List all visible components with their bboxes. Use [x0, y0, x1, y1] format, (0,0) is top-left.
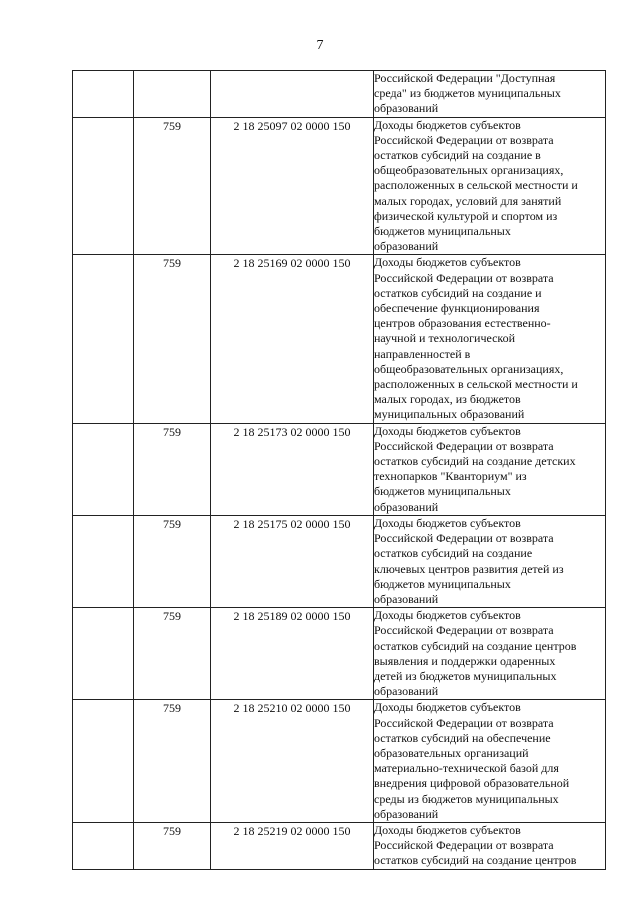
table-row: [73, 117, 606, 255]
description-line: внедрения цифровой образовательной: [374, 776, 570, 791]
admin-code-cell: 759: [134, 515, 211, 607]
table-row: [73, 822, 606, 869]
blank-cell: [73, 608, 134, 700]
revenue-description-cell: [374, 700, 606, 823]
description-line: Доходы бюджетов субъектов: [374, 423, 521, 438]
description-line: остатков субсидий на создание в: [374, 148, 541, 163]
description-line: образований: [374, 499, 439, 514]
description-line: детей из бюджетов муниципальных: [374, 668, 557, 683]
revenue-description-cell: [374, 822, 606, 869]
description-line: материально-технической базой для: [374, 761, 559, 776]
admin-code-cell: 759: [134, 700, 211, 823]
description-line: ключевых центров развития детей из: [374, 561, 564, 576]
kbk-code-cell: 2 18 25169 02 0000 150: [211, 255, 374, 423]
table-row: [73, 423, 606, 515]
description-line: Доходы бюджетов субъектов: [374, 515, 521, 530]
description-line: Доходы бюджетов субъектов: [374, 700, 521, 715]
description-line: обеспечение функционирования: [374, 301, 540, 316]
blank-cell: [73, 423, 134, 515]
description-line: муниципальных образований: [374, 407, 525, 422]
revenue-description-cell: [374, 608, 606, 700]
admin-code-cell: 759: [134, 255, 211, 423]
description-line: остатков субсидий на создание центров: [374, 638, 577, 653]
table-row: [73, 515, 606, 607]
description-line: Российской Федерации от возврата: [374, 531, 554, 546]
table-row: [73, 71, 606, 118]
description-line: остатков субсидий на обеспечение: [374, 730, 551, 745]
revenue-description-cell: [374, 423, 606, 515]
description-line: бюджетов муниципальных: [374, 484, 511, 499]
description-line: Доходы бюджетов субъектов: [374, 117, 521, 132]
description-line: остатков субсидий на создание детских: [374, 454, 576, 469]
kbk-code-cell: 2 18 25189 02 0000 150: [211, 608, 374, 700]
kbk-code-cell: 2 18 25219 02 0000 150: [211, 822, 374, 869]
description-line: расположенных в сельской местности и: [374, 178, 578, 193]
admin-code-cell: 759: [134, 822, 211, 869]
description-line: технопарков "Кванториум" из: [374, 469, 527, 484]
description-line: образований: [374, 806, 439, 821]
revenue-description-cell: [374, 515, 606, 607]
description-line: научной и технологической: [374, 331, 516, 346]
description-line: образований: [374, 684, 439, 699]
description-line: Российской Федерации "Доступная: [374, 71, 556, 85]
description-line: образований: [374, 101, 439, 116]
kbk-code-cell: 2 18 25210 02 0000 150: [211, 700, 374, 823]
table-row: [73, 255, 606, 423]
description-line: остатков субсидий на создание центров: [374, 853, 577, 868]
admin-code-cell: 759: [134, 608, 211, 700]
description-line: выявления и поддержки одаренных: [374, 653, 556, 668]
kbk-code-cell: [211, 71, 374, 118]
description-line: образований: [374, 591, 439, 606]
description-line: среды из бюджетов муниципальных: [374, 791, 559, 806]
description-line: общеобразовательных организациях,: [374, 163, 564, 178]
description-line: малых городах, из бюджетов: [374, 392, 521, 407]
description-line: малых городах, условий для занятий: [374, 193, 562, 208]
description-line: Доходы бюджетов субъектов: [374, 822, 521, 837]
description-line: Доходы бюджетов субъектов: [374, 255, 521, 270]
table-row: [73, 608, 606, 700]
revenue-description-cell: [374, 255, 606, 423]
budget-revenue-table: [72, 70, 606, 870]
description-line: среда" из бюджетов муниципальных: [374, 86, 561, 101]
page-number: 7: [316, 38, 324, 53]
description-line: направленностей в: [374, 346, 471, 361]
description-line: общеобразовательных организациях,: [374, 361, 564, 376]
admin-code-cell: [134, 71, 211, 118]
description-line: Российской Федерации от возврата: [374, 132, 554, 147]
description-line: Российской Федерации от возврата: [374, 715, 554, 730]
description-line: образовательных организаций: [374, 745, 529, 760]
table-body: [73, 71, 606, 870]
admin-code-cell: 759: [134, 117, 211, 255]
kbk-code-cell: 2 18 25173 02 0000 150: [211, 423, 374, 515]
description-line: остатков субсидий на создание: [374, 546, 533, 561]
description-line: бюджетов муниципальных: [374, 576, 511, 591]
description-line: остатков субсидий на создание и: [374, 285, 542, 300]
description-line: физической культурой и спортом из: [374, 208, 558, 223]
description-line: образований: [374, 239, 439, 254]
blank-cell: [73, 71, 134, 118]
description-line: Доходы бюджетов субъектов: [374, 608, 521, 623]
revenue-description-cell: [374, 71, 606, 118]
description-line: расположенных в сельской местности и: [374, 377, 578, 392]
blank-cell: [73, 515, 134, 607]
blank-cell: [73, 117, 134, 255]
description-line: бюджетов муниципальных: [374, 224, 511, 239]
kbk-code-cell: 2 18 25175 02 0000 150: [211, 515, 374, 607]
revenue-description-cell: [374, 117, 606, 255]
description-line: Российской Федерации от возврата: [374, 270, 554, 285]
blank-cell: [73, 255, 134, 423]
blank-cell: [73, 822, 134, 869]
description-line: Российской Федерации от возврата: [374, 838, 554, 853]
admin-code-cell: 759: [134, 423, 211, 515]
description-line: центров образования естественно-: [374, 316, 551, 331]
blank-cell: [73, 700, 134, 823]
description-line: Российской Федерации от возврата: [374, 438, 554, 453]
description-line: Российской Федерации от возврата: [374, 623, 554, 638]
table-row: [73, 700, 606, 823]
kbk-code-cell: 2 18 25097 02 0000 150: [211, 117, 374, 255]
